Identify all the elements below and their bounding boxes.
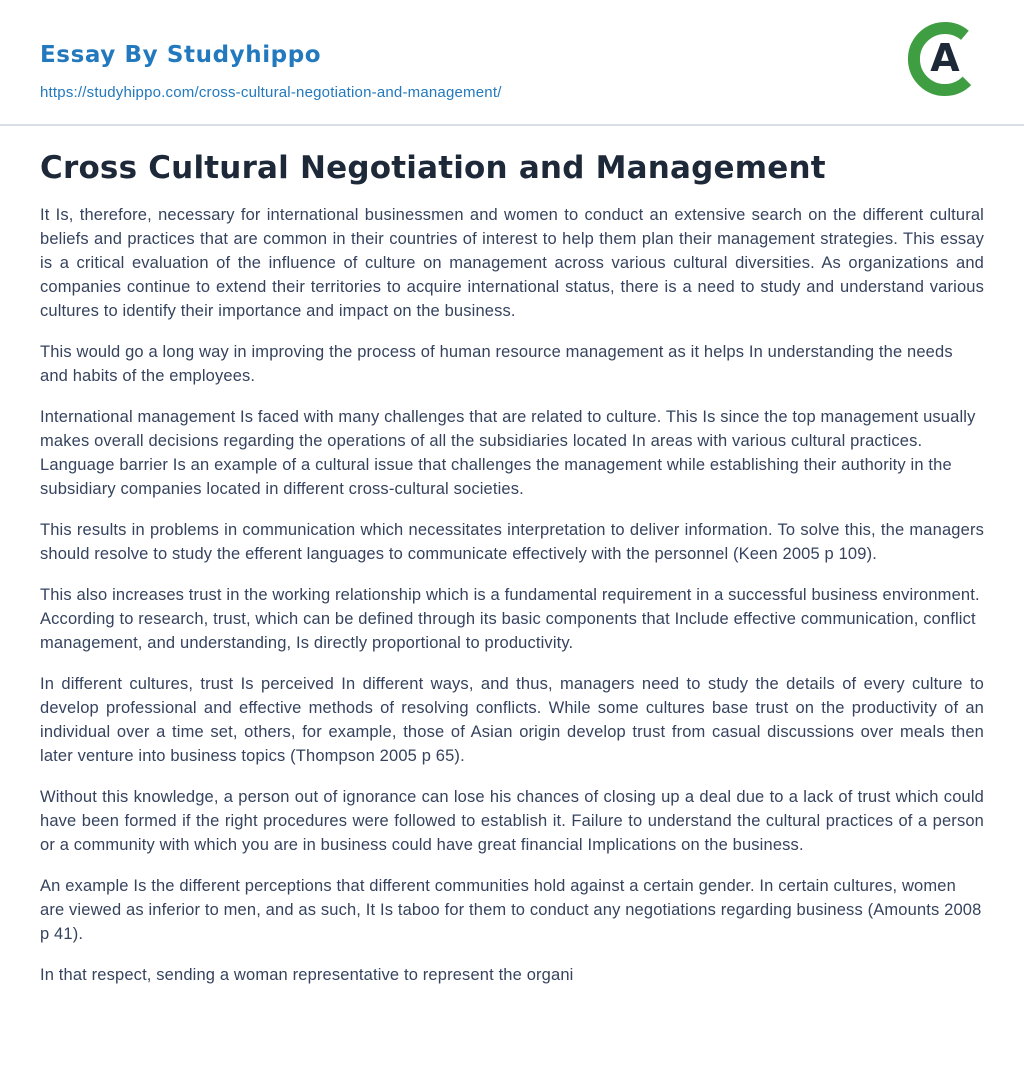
essay-paragraph: This also increases trust in the working relationship which is a fundamental requirement in a successful business environment. According to research, trust, which can be defined through its basic components that Include effective communication, conflict management, and understanding, Is directly proportional to productivity. [40,586,980,652]
essay-paragraph: Without this knowledge, a person out of ignorance can lose his chances of closing up a deal due to a lack of trust which could have been formed if the right procedures were followed to establish it. Failure to understand the cultural practices of a person or a community with which you are in business could have great financial Implications on the business. [40,788,984,854]
page-header [0,0,1024,102]
essay-paragraph-truncated: In that respect, sending a woman representative to represent the organi [40,966,574,984]
site-brand: Essay By Studyhippo [40,42,322,68]
essay-paragraph: This would go a long way in improving the process of human resource management as it helps In understanding the needs and habits of the employees. [40,343,953,385]
essay-paragraph: This results in problems in communication which necessitates interpretation to deliver information. To solve this, the managers should resolve to study the efferent languages to communicate effectively with the personnel (Keen 2005 p 109). [40,521,984,563]
essay-article [0,150,1024,987]
essay-paragraph: An example Is the different perceptions that different communities hold against a certain gender. In certain cultures, women are viewed as inferior to men, and as such, It Is taboo for them to conduct any negotiations regarding business (Amounts 2008 p 41). [40,877,982,943]
essay-paragraph: It Is, therefore, necessary for international businessmen and women to conduct an extensive search on the different cultural beliefs and practices that are common in their countries of interest to help them plan their management strategies. This essay is a critical evaluation of the influence of culture on management across various cultural diversities. As organizations and companies continue to extend their territories to acquire international status, there is a need to study and understand various cultures to identify their importance and impact on the business. [40,206,984,320]
source-url-link[interactable]: https://studyhippo.com/cross-cultural-negotiation-and-management/ [40,84,502,101]
logo-letter: A [930,36,960,80]
essay-paragraph: International management Is faced with many challenges that are related to culture. This Is since the top management usually makes overall decisions regarding the operations of all the subsidiaries located In areas with various cultural practices. Language barrier Is an example of a cultural issue that challenges the management while establishing their authority in the subsidiary companies located in different cross-cultural societies. [40,408,976,498]
studyhippo-logo [906,20,984,98]
header-text-block [40,20,502,102]
header-divider [0,124,1024,126]
page-title: Cross Cultural Negotiation and Management [40,150,826,186]
essay-paragraph: In different cultures, trust Is perceived In different ways, and thus, managers need to study the details of every culture to develop professional and effective methods of resolving conflicts. While some cultures base trust on the productivity of an individual over a time set, others, for example, those of Asian origin develop trust from casual discussions over meals then later venture into business topics (Thompson 2005 p 65). [40,675,984,765]
